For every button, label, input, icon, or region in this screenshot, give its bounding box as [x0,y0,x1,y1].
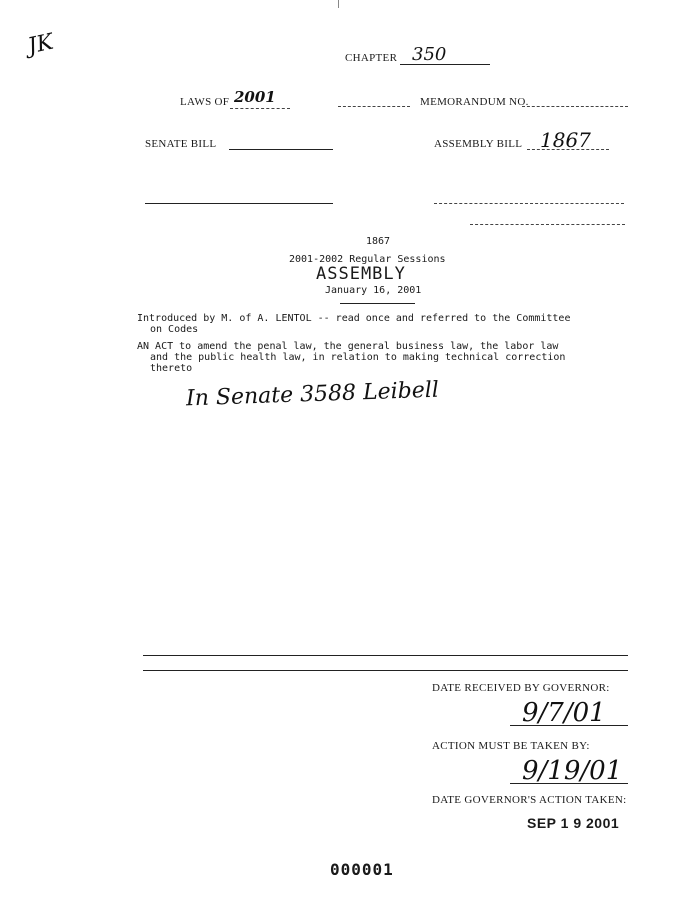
laws-value: 2001 [234,88,276,106]
action-value: 9/19/01 [522,756,623,786]
act-line-2: and the public health law, in relation to making technical correction [150,352,566,363]
page-number: 000001 [330,860,394,879]
received-value: 9/7/01 [522,698,606,728]
assembly-bill-label: ASSEMBLY BILL [434,138,523,150]
laws-extra-line [338,106,410,107]
memorandum-line [522,106,628,107]
bill-date: January 16, 2001 [325,285,422,296]
memorandum-label: MEMORANDUM NO. [420,96,529,108]
action-label: ACTION MUST BE TAKEN BY: [432,740,590,752]
act-line-1: AN ACT to amend the penal law, the general business law, the labor law [137,341,559,352]
bill-house: ASSEMBLY [316,264,406,284]
senate-bill-line [229,149,333,150]
introduced-line-cont: on Codes [150,324,199,335]
received-label: DATE RECEIVED BY GOVERNOR: [432,682,610,694]
act-line-3: thereto [150,363,193,374]
bill-session: 2001-2002 Regular Sessions [289,254,446,265]
laws-line [230,108,290,109]
taken-stamp: SEP 1 9 2001 [527,815,620,831]
blank-line-right-2 [470,224,625,225]
introduced-line: Introduced by M. of A. LENTOL -- read once and referred to the Committee [137,313,571,324]
bill-date-rule [340,303,415,304]
handwritten-senate-note: In Senate 3588 Leibell [185,377,440,412]
laws-label: LAWS OF [180,96,230,108]
chapter-value: 350 [412,44,447,65]
top-mark [338,0,339,8]
separator-line-2 [143,670,628,671]
separator-line-1 [143,655,628,656]
blank-line-right-1 [434,203,624,204]
chapter-label: CHAPTER [345,52,398,64]
senate-bill-label: SENATE BILL [145,138,217,150]
assembly-bill-value: 1867 [540,128,591,152]
taken-label: DATE GOVERNOR'S ACTION TAKEN: [432,794,627,806]
blank-line-left [145,203,333,204]
handwritten-initials: JK [25,29,56,60]
bill-number: 1867 [366,236,391,247]
